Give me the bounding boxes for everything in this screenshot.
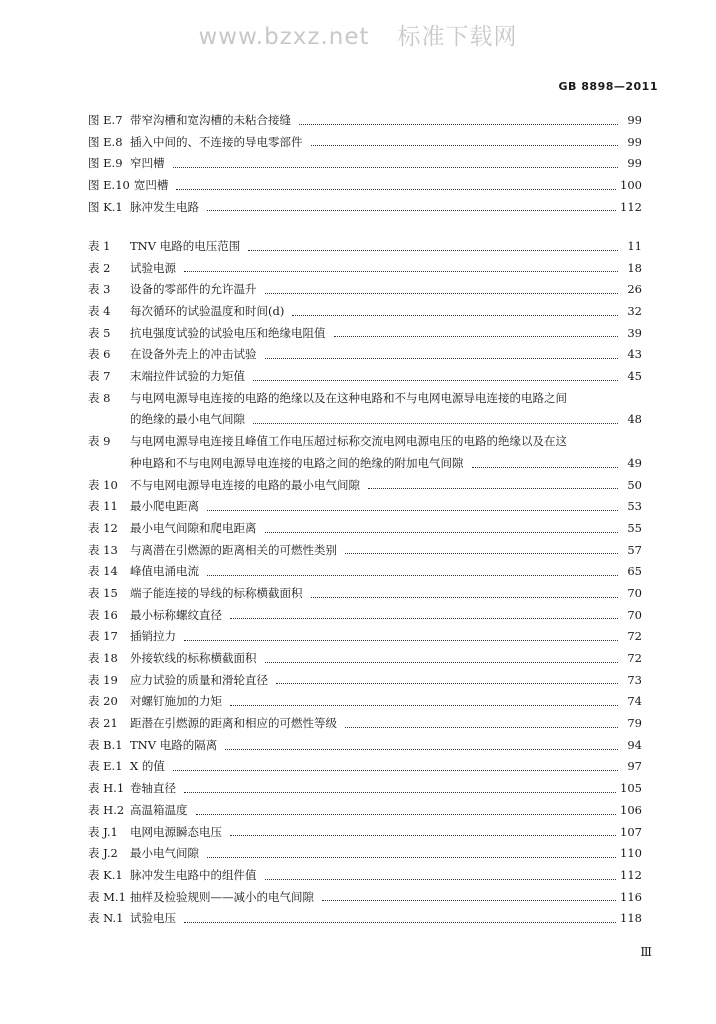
watermark-site-name: 标准下载网 (397, 24, 518, 50)
leader-dots (230, 835, 616, 836)
entry-label: 表 13 (88, 542, 118, 557)
entry-title: 外接软线的标称横截面积 (130, 651, 257, 666)
entry-label: 表 18 (88, 651, 118, 666)
leader-dots (207, 510, 618, 511)
entry-page: 118 (620, 911, 642, 926)
entry-title: 端子能连接的导线的标称横截面积 (130, 585, 303, 600)
entry-page: 48 (627, 412, 642, 427)
entry-page: 70 (627, 607, 642, 622)
entry-title: 抽样及检验规则——减小的电气间隙 (130, 889, 314, 904)
entry-page: 99 (627, 112, 642, 127)
leader-dots (184, 271, 618, 272)
entry-page: 116 (620, 889, 642, 904)
entry-label: 表 3 (88, 282, 111, 297)
entry-title: 应力试验的质量和滑轮直径 (130, 672, 268, 687)
entry-page: 99 (627, 156, 642, 171)
entry-page: 107 (620, 824, 642, 839)
entry-label: 表 14 (88, 564, 118, 579)
entry-title: 最小电气间隙 (130, 846, 199, 861)
leader-dots (265, 293, 619, 294)
toc-entry (88, 691, 642, 713)
entry-page: 97 (627, 759, 642, 774)
entry-title: 每次循环的试验温度和时间(d) (130, 304, 285, 319)
toc-entry (88, 865, 642, 887)
leader-dots (265, 879, 617, 880)
leader-dots (207, 857, 616, 858)
toc-entry-continuation (88, 453, 642, 475)
entry-label: 图 E.10 (88, 178, 130, 193)
toc-entry (88, 388, 642, 410)
entry-label: 表 19 (88, 672, 118, 687)
entry-page: 11 (627, 238, 642, 253)
leader-dots (311, 145, 619, 146)
toc-entry (88, 757, 642, 779)
entry-label: 表 9 (88, 434, 111, 449)
entry-label: 表 K.1 (88, 867, 123, 882)
entry-label: 表 8 (88, 390, 111, 405)
entry-title: TNV 电路的隔离 (130, 737, 218, 752)
entry-title: 与电网电源导电连接且峰值工作电压超过标称交流电网电源电压的电路的绝缘以及在这 (130, 434, 567, 449)
entry-page: 57 (627, 542, 642, 557)
entry-title: 电网电源瞬态电压 (130, 824, 222, 839)
entry-label: 表 M.1 (88, 889, 126, 904)
entry-title: 峰值电涌电流 (130, 564, 199, 579)
entry-label: 表 1 (88, 238, 111, 253)
leader-dots (299, 124, 618, 125)
entry-page: 112 (620, 867, 642, 882)
entry-page: 49 (627, 455, 642, 470)
entry-title: TNV 电路的电压范围 (130, 238, 241, 253)
entry-page: 39 (627, 325, 642, 340)
toc-entry (88, 344, 642, 366)
leader-dots (472, 467, 619, 468)
entry-label: 图 K.1 (88, 199, 123, 214)
leader-dots (173, 770, 618, 771)
entry-label: 表 10 (88, 477, 118, 492)
toc-entry (88, 800, 642, 822)
entry-label: 表 21 (88, 716, 118, 731)
entry-title: 设备的零部件的允许温升 (130, 282, 257, 297)
leader-dots (265, 532, 619, 533)
entry-title: X 的值 (130, 759, 165, 774)
leader-dots (292, 315, 618, 316)
entry-page: 94 (627, 737, 642, 752)
entry-title: 卷轴直径 (130, 781, 176, 796)
entry-label: 表 4 (88, 304, 111, 319)
entry-label: 表 2 (88, 260, 111, 275)
entry-title: 最小电气间隙和爬电距离 (130, 520, 257, 535)
entry-label: 表 5 (88, 325, 111, 340)
toc-entry (88, 110, 642, 132)
entry-page: 99 (627, 134, 642, 149)
entry-title: 在设备外壳上的冲击试验 (130, 347, 257, 362)
toc-entry (88, 301, 642, 323)
entry-page: 26 (627, 282, 642, 297)
entry-title: 试验电压 (130, 911, 176, 926)
entry-page: 79 (627, 716, 642, 731)
leader-dots (184, 922, 616, 923)
entry-title: 窄凹槽 (130, 156, 165, 171)
toc-entry (88, 431, 642, 453)
toc-entry (88, 778, 642, 800)
entry-title: 与电网电源导电连接的电路的绝缘以及在这种电路和不与电网电源导电连接的电路之间 (130, 390, 567, 405)
toc-entry (88, 735, 642, 757)
entry-title: 插入中间的、不连接的导电零部件 (130, 134, 303, 149)
toc-entry (88, 648, 642, 670)
leader-dots (322, 900, 616, 901)
toc-entry (88, 496, 642, 518)
leader-dots (345, 727, 618, 728)
entry-title: 抗电强度试验的试验电压和绝缘电阻值 (130, 325, 326, 340)
entry-label: 表 7 (88, 369, 111, 384)
leader-dots (334, 336, 619, 337)
watermark (0, 18, 716, 51)
entry-title-continued: 的绝缘的最小电气间隙 (130, 412, 245, 427)
entry-label: 图 E.7 (88, 112, 123, 127)
entry-label: 图 E.8 (88, 134, 123, 149)
leader-dots (345, 553, 618, 554)
toc-entry (88, 908, 642, 930)
entry-title: 高温箱温度 (130, 802, 188, 817)
leader-dots (196, 814, 617, 815)
toc-entry (88, 258, 642, 280)
entry-title: 对螺钉施加的力矩 (130, 694, 222, 709)
entry-page: 55 (627, 520, 642, 535)
leader-dots (176, 189, 616, 190)
leader-dots (276, 683, 618, 684)
entry-page: 70 (627, 585, 642, 600)
entry-label: 表 J.2 (88, 846, 118, 861)
toc-entry (88, 323, 642, 345)
figures-list (88, 110, 642, 218)
entry-title-continued: 种电路和不与电网电源导电连接的电路之间的绝缘的附加电气间隙 (130, 455, 464, 470)
leader-dots (184, 792, 616, 793)
entry-page: 105 (620, 781, 642, 796)
entry-title: 脉冲发生电路中的组件值 (130, 867, 257, 882)
entry-page: 72 (627, 629, 642, 644)
leader-dots (265, 662, 619, 663)
entry-title: 最小标称螺纹直径 (130, 607, 222, 622)
toc-entry (88, 475, 642, 497)
toc-entry-continuation (88, 410, 642, 432)
entry-page: 112 (620, 199, 642, 214)
entry-label: 图 E.9 (88, 156, 123, 171)
toc-entry (88, 132, 642, 154)
entry-page: 106 (620, 802, 642, 817)
toc-entry (88, 153, 642, 175)
entry-title: 末端拉件试验的力矩值 (130, 369, 245, 384)
toc-entry (88, 175, 642, 197)
entry-title: 不与电网电源导电连接的电路的最小电气间隙 (130, 477, 360, 492)
entry-page: 72 (627, 651, 642, 666)
entry-title: 最小爬电距离 (130, 499, 199, 514)
toc-entry (88, 583, 642, 605)
leader-dots (225, 749, 618, 750)
entry-title: 脉冲发生电路 (130, 199, 199, 214)
entry-label: 表 12 (88, 520, 118, 535)
leader-dots (230, 618, 618, 619)
leader-dots (230, 705, 618, 706)
toc-entry (88, 279, 642, 301)
toc-entry (88, 236, 642, 258)
toc-entry (88, 626, 642, 648)
watermark-url: www.bzxz.net (198, 24, 370, 50)
entry-title: 插销拉力 (130, 629, 176, 644)
entry-title: 与离潜在引燃源的距离相关的可燃性类别 (130, 542, 337, 557)
tables-list (88, 236, 642, 930)
entry-page: 53 (627, 499, 642, 514)
entry-page: 43 (627, 347, 642, 362)
leader-dots (207, 575, 618, 576)
toc-entry (88, 843, 642, 865)
entry-title: 带窄沟槽和宽沟槽的未粘合接缝 (130, 112, 291, 127)
entry-label: 表 6 (88, 347, 111, 362)
entry-page: 18 (627, 260, 642, 275)
entry-page: 65 (627, 564, 642, 579)
leader-dots (207, 210, 616, 211)
entry-title: 试验电源 (130, 260, 176, 275)
leader-dots (265, 358, 619, 359)
entry-label: 表 16 (88, 607, 118, 622)
entry-page: 45 (627, 369, 642, 384)
entry-page: 73 (627, 672, 642, 687)
toc-entry (88, 887, 642, 909)
toc-entry (88, 540, 642, 562)
toc-entry (88, 366, 642, 388)
entry-label: 表 11 (88, 499, 118, 514)
entry-label: 表 B.1 (88, 737, 123, 752)
toc-entry (88, 561, 642, 583)
entry-page: 100 (620, 178, 642, 193)
toc-entry (88, 670, 642, 692)
leader-dots (173, 167, 619, 168)
entry-label: 表 N.1 (88, 911, 124, 926)
entry-label: 表 H.2 (88, 802, 125, 817)
standard-code: GB 8898—2011 (558, 80, 658, 93)
entry-label: 表 15 (88, 585, 118, 600)
leader-dots (248, 250, 618, 251)
entry-label: 表 E.1 (88, 759, 123, 774)
toc-entry (88, 713, 642, 735)
entry-label: 表 J.1 (88, 824, 118, 839)
entry-label: 表 20 (88, 694, 118, 709)
leader-dots (368, 488, 618, 489)
leader-dots (253, 380, 618, 381)
entry-page: 110 (620, 846, 642, 861)
toc-entry (88, 605, 642, 627)
toc-entry (88, 822, 642, 844)
leader-dots (253, 423, 618, 424)
leader-dots (311, 597, 619, 598)
toc-entry (88, 518, 642, 540)
entry-label: 表 H.1 (88, 781, 125, 796)
page-number: Ⅲ (640, 945, 652, 959)
entry-page: 50 (627, 477, 642, 492)
leader-dots (184, 640, 618, 641)
entry-title: 宽凹槽 (133, 178, 169, 193)
entry-page: 74 (627, 694, 642, 709)
toc-entry (88, 197, 642, 219)
entry-title: 距潜在引燃源的距离和相应的可燃性等级 (130, 716, 337, 731)
entry-label: 表 17 (88, 629, 118, 644)
entry-page: 32 (627, 304, 642, 319)
